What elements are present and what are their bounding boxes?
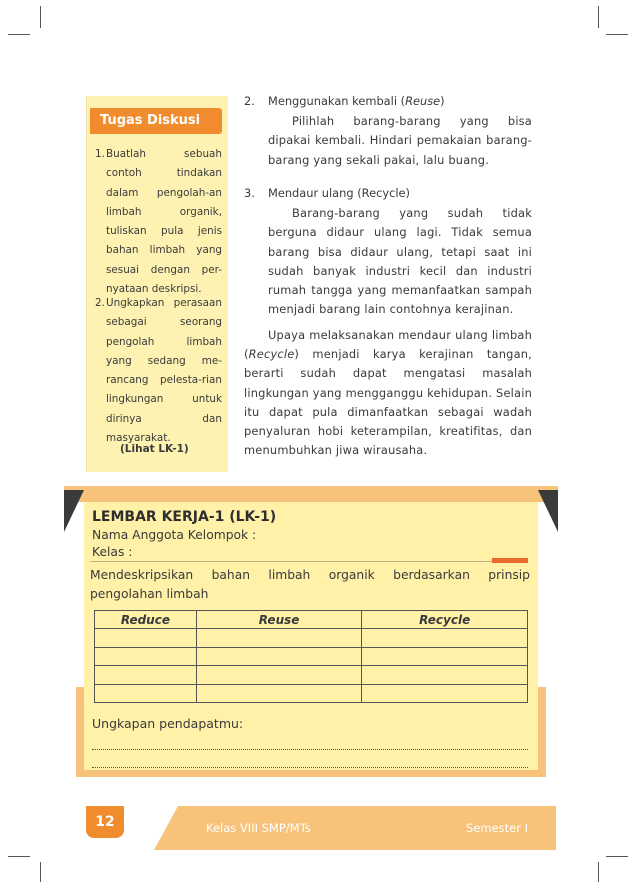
crop-mark [606, 856, 628, 857]
header-reuse: Reuse [196, 611, 362, 629]
table-cell[interactable] [95, 647, 197, 666]
page-number: 12 [86, 806, 124, 838]
crop-mark [598, 6, 599, 28]
footer-class-text: Kelas VIII SMP/MTs [206, 821, 311, 835]
crop-mark [40, 6, 41, 28]
worksheet-title: LEMBAR KERJA-1 (LK-1) [92, 509, 277, 525]
table-cell[interactable] [196, 629, 362, 648]
table-cell[interactable] [362, 684, 528, 703]
table-cell[interactable] [95, 629, 197, 648]
crop-mark [606, 34, 628, 35]
table-cell[interactable] [362, 647, 528, 666]
worksheet-band-top [64, 486, 558, 502]
paragraph-em: Recycle [248, 347, 295, 362]
sidebar-item-number: 1. [95, 148, 105, 160]
sidebar-title: Tugas Diskusi [90, 108, 222, 134]
header-recycle: Recycle [362, 611, 528, 629]
header-reduce: Reduce [95, 611, 197, 629]
table-cell[interactable] [196, 684, 362, 703]
answer-line[interactable] [92, 767, 528, 768]
group-members-label: Nama Anggota Kelompok : [92, 528, 257, 542]
point-heading [268, 94, 445, 108]
table-cell[interactable] [196, 666, 362, 685]
crop-mark [8, 34, 30, 35]
worksheet-divider [90, 561, 528, 562]
sidebar-item-text: Buatlah sebuah contoh tindakan dalam pengolah-an limbah organik, tuliskan pula jenis bahan limbah yang sesuai dengan per-nyataan deskripsi. [106, 148, 222, 296]
point-body: Pilihlah barang-barang yang bisa dipakai kembali. Hindari pemakaian barang-barang yang sekali pakai, lalu buang. [268, 114, 532, 167]
worksheet-fold-right [538, 490, 558, 532]
table-header-row [95, 611, 528, 629]
point-heading: Mendaur ulang (Recycle) [268, 186, 410, 200]
closing-paragraph [244, 326, 532, 460]
table-row [95, 629, 528, 648]
class-label: Kelas : [92, 545, 133, 559]
crop-mark [40, 862, 41, 882]
paragraph-lead: Upaya melaksanakan mendaur ulang limbah ( [244, 328, 532, 362]
heading-text: Menggunakan kembali ( [268, 94, 406, 108]
heading-close: ) [440, 94, 445, 108]
sidebar-reference: (Lihat LK-1) [120, 443, 189, 455]
opinion-label: Ungkapan pendapatmu: [92, 716, 244, 731]
table-cell[interactable] [362, 666, 528, 685]
paragraph-rest: ) menjadi karya kerajinan tangan, berarti sudah dapat mengatasi masalah lingkungan yang mengganggu kehidupan. Selain itu dapat pula dimanfaatkan sebagai wadah penyaluran hobi keterampilan, kreatifitas, dan menumbuhkan jiwa wirausaha. [244, 347, 532, 458]
sidebar-item-1 [95, 145, 222, 299]
crop-mark [8, 856, 30, 857]
table-cell[interactable] [362, 629, 528, 648]
answer-line[interactable] [92, 749, 528, 750]
table-row [95, 647, 528, 666]
worksheet-accent [492, 558, 528, 563]
point-body: Barang-barang yang sudah tidak berguna didaur ulang lagi. Tidak semua barang bisa didaur ulang, tetapi saat ini sudah banyak industri kecil dan industri rumah tangga yang memanfaatkan sampah menjadi barang lain contohnya kerajinan. [268, 206, 532, 317]
heading-em: Reuse [405, 94, 441, 108]
sidebar-item-number: 2. [95, 297, 105, 309]
worksheet-fold-left [64, 490, 84, 532]
sidebar-item-2 [95, 294, 222, 448]
table-cell[interactable] [95, 684, 197, 703]
crop-mark [598, 862, 599, 882]
footer-semester-text: Semester I [466, 821, 529, 835]
table-cell[interactable] [196, 647, 362, 666]
point-number: 3. [244, 186, 255, 200]
worksheet-table [94, 610, 528, 703]
table-row [95, 666, 528, 685]
table-cell[interactable] [95, 666, 197, 685]
point-number: 2. [244, 94, 255, 108]
worksheet-description: Mendeskripsikan bahan limbah organik berdasarkan prinsip pengolahan limbah [90, 568, 530, 601]
table-row [95, 684, 528, 703]
sidebar-item-text: Ungkapkan perasaan sebagai seorang pengolah limbah yang sedang me-rancang pelesta-rian lingkungan untuk dirinya dan masyarakat. [106, 297, 222, 445]
